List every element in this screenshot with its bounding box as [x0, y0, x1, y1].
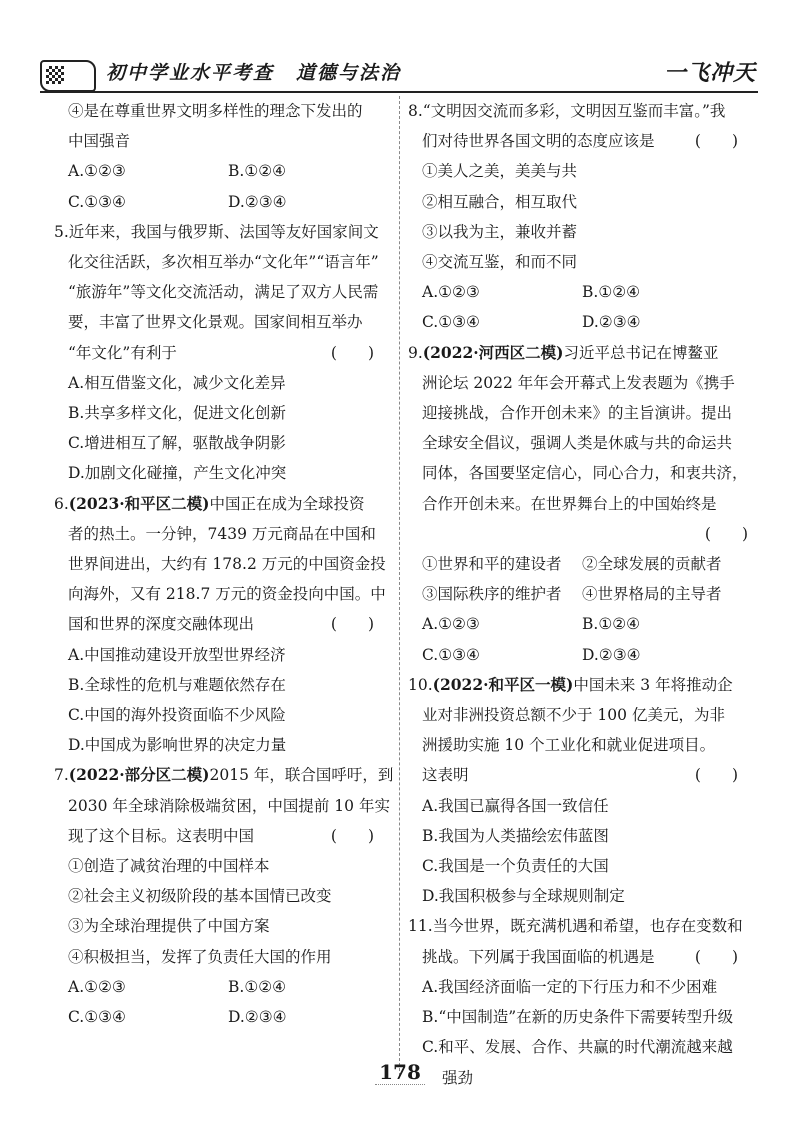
- q9-stem-line: 同体，各国要坚定信心，同心合力，和衷共济，: [422, 464, 748, 483]
- q9-item-3: ③国际秩序的维护者: [422, 585, 562, 604]
- q7-option-a: A.①②③: [68, 977, 126, 996]
- q10-stem-line: [408, 760, 760, 790]
- q9-stem-line: 迎接挑战，合作开创未来》的主旨演讲。提出: [422, 404, 733, 423]
- q10-choice-a: A.我国已赢得各国一致信任: [422, 796, 609, 815]
- header-title: [106, 58, 401, 85]
- q8-stem-line: 8.“文明因交流而多彩，文明因互鉴而丰富。”我: [408, 102, 726, 120]
- q6-stem-first: 中国正在成为全球投资: [209, 494, 365, 513]
- answer-blank: ( ): [330, 826, 374, 845]
- q7-stem-line: 2030 年全球消除极端贫困，中国提前 10 年实: [68, 796, 390, 815]
- q8-options-row1: [408, 277, 760, 307]
- q7-stem-line: [54, 760, 396, 790]
- q4-option-d: D.②③④: [228, 192, 287, 211]
- q11-choice-c: C.和平、发展、合作、共赢的时代潮流越来越: [422, 1038, 733, 1057]
- q6-stem-line: 向海外，又有 218.7 万元的资金投向中国。中: [68, 585, 386, 604]
- q9-stem-line: 全球安全倡议，强调人类是休戚与共的命运共: [422, 434, 733, 453]
- answer-blank: ( ): [694, 947, 738, 966]
- answer-blank: ( ): [694, 766, 738, 785]
- q6-stem-line: [54, 489, 396, 519]
- q10-stem-line: [408, 670, 760, 700]
- q9-item-2: ②全球发展的贡献者: [582, 555, 722, 574]
- brand-mark: 一飞冲天: [663, 60, 756, 86]
- book-logo-icon: [40, 60, 96, 92]
- q10-stem-line: 业对非洲投资总额不少于 100 亿美元，为非: [422, 706, 725, 725]
- q6-choice-d: D.中国成为影响世界的决定力量: [68, 736, 287, 755]
- q8-option-d: D.②③④: [582, 313, 641, 332]
- q7-item-4: ④积极担当，发挥了负责任大国的作用: [68, 947, 332, 966]
- q6-number: 6.: [54, 494, 69, 513]
- q9-option-c: C.①③④: [422, 645, 480, 664]
- q5-choice-d: D.加剧文化碰撞，产生文化冲突: [68, 464, 287, 483]
- q4-options-row2: [54, 187, 396, 217]
- q6-stem-line: 者的热土。一分钟，7439 万元商品在中国和: [68, 524, 376, 543]
- header-rule: [40, 91, 758, 93]
- q7-source: (2022·部分区二模): [68, 765, 210, 785]
- answer-blank: ( ): [330, 615, 374, 634]
- question-4-tail: [54, 96, 396, 217]
- q7-item-2: ②社会主义初级阶段的基本国情已改变: [68, 887, 332, 906]
- q4-item-4: ④是在尊重世界文明多样性的理念下发出的: [68, 102, 363, 120]
- q10-source: (2022·和平区一模): [432, 674, 574, 694]
- q5-stem-line: 化交往活跃，多次相互举办“文化年”“语言年”: [68, 253, 379, 272]
- q9-item-4: ④世界格局的主导者: [582, 585, 722, 604]
- question-8: [408, 96, 760, 338]
- q11-choice-a: A.我国经济面临一定的下行压力和不少困难: [422, 977, 718, 996]
- header-title-subject: 道德与法治: [296, 62, 402, 84]
- q5-stem-line: “旅游年”等文化交流活动，满足了双方人民需: [68, 283, 379, 302]
- q9-items-row2: [408, 579, 760, 609]
- q5-stem-line: 要，丰富了世界文化景观。国家间相互举办: [68, 313, 363, 332]
- q11-stem-last: 挑战。下列属于我国面临的机遇是: [422, 947, 655, 966]
- right-column: [408, 96, 760, 1093]
- q7-number: 7.: [54, 766, 69, 785]
- q7-stem-first: 2015 年，联合国呼吁，到: [209, 766, 394, 785]
- q11-stem-line: 11.当今世界，既充满机遇和希望，也存在变数和: [408, 917, 743, 936]
- q9-stem-line: 合作开创未来。在世界舞台上的中国始终是: [422, 494, 717, 513]
- q7-item-3: ③为全球治理提供了中国方案: [68, 917, 270, 936]
- q7-option-c: C.①③④: [68, 1008, 126, 1027]
- q9-option-b: B.①②④: [582, 615, 641, 634]
- q8-stem-last: 们对待世界各国文明的态度应该是: [422, 132, 655, 151]
- q10-choice-b: B.我国为人类描绘宏伟蓝图: [422, 826, 609, 845]
- q10-stem-line: 洲援助实施 10 个工业化和就业促进项目。: [422, 736, 716, 755]
- q9-options-row2: [408, 640, 760, 670]
- q4-option-c: C.①③④: [68, 192, 126, 211]
- q5-choice-b: B.共享多样文化，促进文化创新: [68, 404, 286, 423]
- q7-option-b: B.①②④: [228, 977, 287, 996]
- q10-stem-last: 这表明: [422, 766, 469, 785]
- q5-stem-line: [54, 338, 396, 368]
- q4-item-4-cont: 中国强音: [68, 132, 131, 151]
- q5-choice-c: C.增进相互了解，驱散战争阴影: [68, 434, 286, 453]
- q7-option-d: D.②③④: [228, 1008, 287, 1027]
- q8-item-2: ②相互融合，相互取代: [422, 192, 578, 211]
- q9-stem-line: [408, 338, 760, 368]
- q6-stem-last: 国和世界的深度交融体现出: [68, 615, 255, 634]
- page-number-text: 178: [375, 1060, 425, 1085]
- page-number: [0, 1060, 800, 1084]
- q9-option-d: D.②③④: [582, 645, 641, 664]
- q9-item-1: ①世界和平的建设者: [422, 555, 562, 574]
- page-header: [0, 0, 800, 92]
- q10-choice-d: D.我国积极参与全球规则制定: [422, 887, 625, 906]
- q11-choice-b: B.“中国制造”在新的历史条件下需要转型升级: [422, 1008, 734, 1027]
- q4-option-a: A.①②③: [68, 162, 126, 181]
- q8-option-b: B.①②④: [582, 283, 641, 302]
- q8-item-3: ③以我为主，兼收并蓄: [422, 222, 578, 241]
- q4-option-b: B.①②④: [228, 162, 287, 181]
- q8-item-4: ④交流互鉴，和而不同: [422, 253, 578, 272]
- q11-choice-c-cont: 强劲: [442, 1068, 474, 1087]
- q9-option-a: A.①②③: [422, 615, 480, 634]
- answer-blank: ( ): [330, 343, 374, 362]
- q10-number: 10.: [408, 675, 433, 694]
- q8-stem-line: [408, 126, 760, 156]
- q8-option-c: C.①③④: [422, 313, 480, 332]
- q8-options-row2: [408, 307, 760, 337]
- q5-stem-last: “年文化”有利于: [68, 343, 177, 362]
- q7-options-row2: [54, 1002, 396, 1032]
- question-9: [408, 338, 760, 670]
- q7-stem-last: 现了这个目标。这表明中国: [68, 826, 255, 845]
- question-5: [54, 217, 396, 489]
- q11-stem-line: [408, 942, 760, 972]
- q10-choice-c: C.我国是一个负责任的大国: [422, 857, 609, 876]
- q6-stem-line: [54, 609, 396, 639]
- left-column: [54, 96, 396, 1032]
- q10-stem-first: 中国未来 3 年将推动企: [573, 675, 733, 694]
- q6-stem-line: 世界间进出，大约有 178.2 万元的中国资金投: [68, 555, 386, 574]
- q7-options-row1: [54, 972, 396, 1002]
- q9-items-row1: [408, 549, 760, 579]
- q5-choice-a: A.相互借鉴文化，减少文化差异: [68, 373, 286, 392]
- question-6: [54, 489, 396, 761]
- q5-stem-line: 5.近年来，我国与俄罗斯、法国等友好国家间文: [54, 222, 379, 241]
- q8-item-1: ①美人之美，美美与共: [422, 162, 578, 181]
- q6-source: (2023·和平区二模): [68, 493, 210, 513]
- q9-stem-first: 习近平总书记在博鳌亚: [563, 343, 719, 362]
- q9-number: 9.: [408, 343, 423, 362]
- q6-choice-b: B.全球性的危机与难题依然存在: [68, 675, 286, 694]
- q6-choice-c: C.中国的海外投资面临不少风险: [68, 706, 286, 725]
- q7-item-1: ①创造了减贫治理的中国样本: [68, 857, 270, 876]
- q9-options-row1: [408, 609, 760, 639]
- q4-options-row1: [54, 156, 396, 186]
- answer-blank: ( ): [694, 132, 738, 151]
- q6-choice-a: A.中国推动建设开放型世界经济: [68, 645, 286, 664]
- q8-option-a: A.①②③: [422, 283, 480, 302]
- question-7: [54, 760, 396, 1032]
- column-divider: [399, 96, 400, 1076]
- answer-blank: ( ): [704, 524, 748, 543]
- q7-stem-line: [54, 821, 396, 851]
- question-10: [408, 670, 760, 912]
- q9-stem-line: 洲论坛 2022 年年会开幕式上发表题为《携手: [422, 373, 735, 392]
- q9-source: (2022·河西区二模): [422, 342, 564, 362]
- header-title-series: 初中学业水平考查: [106, 62, 275, 84]
